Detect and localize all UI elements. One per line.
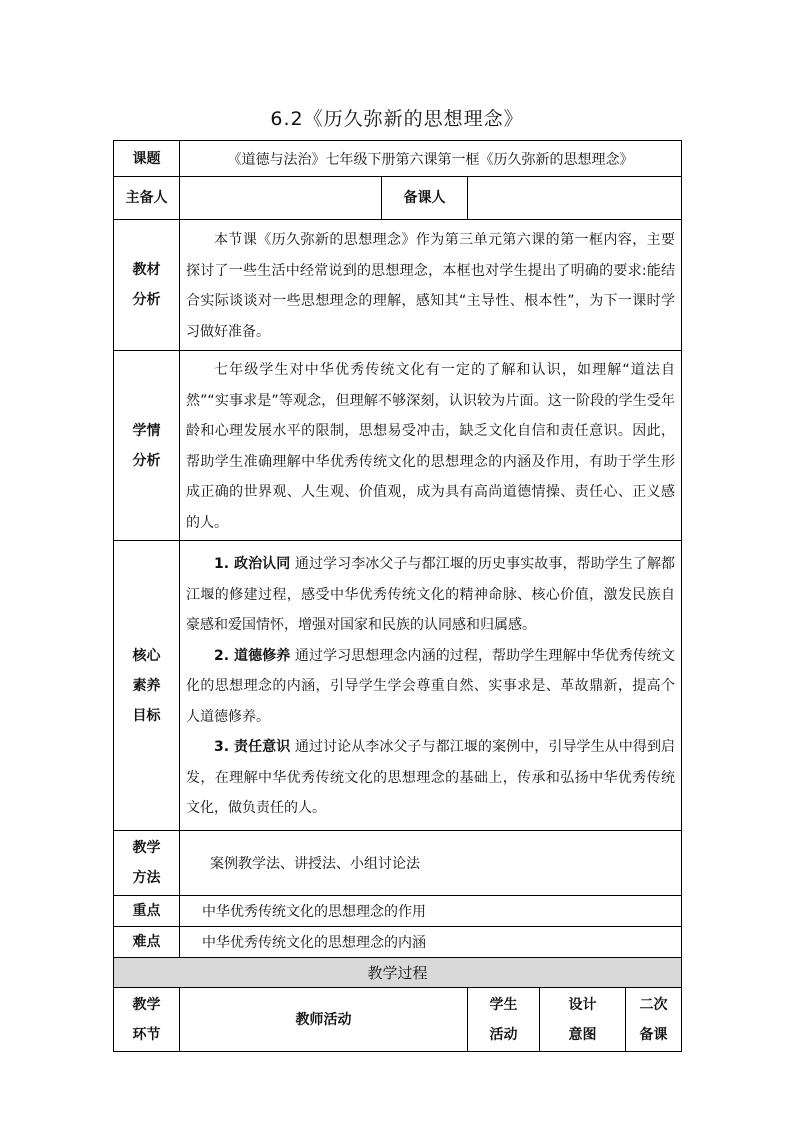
material-label bbox=[114, 220, 180, 351]
goals-row bbox=[114, 541, 682, 831]
learner-label-line2: 分析 bbox=[132, 452, 161, 469]
method-value: 案例教学法、讲授法、小组讨论法 bbox=[180, 831, 682, 896]
goals-label-line2: 素养 bbox=[132, 677, 161, 694]
learner-label bbox=[114, 351, 180, 541]
key-row bbox=[114, 896, 682, 927]
material-content bbox=[180, 220, 682, 351]
page-title: 6.2《历久弥新的思想理念》 bbox=[270, 108, 524, 130]
goal-heading: 3. 责任意识 bbox=[214, 739, 291, 756]
goals-label-line3: 目标 bbox=[132, 707, 161, 724]
process-row bbox=[114, 958, 682, 988]
student-activity-header-line2: 活动 bbox=[489, 1026, 518, 1043]
preparer-row bbox=[114, 177, 682, 220]
second-prep-header-line2: 备课 bbox=[639, 1026, 668, 1043]
learner-row bbox=[114, 351, 682, 541]
stage-header-line2: 环节 bbox=[132, 1026, 161, 1043]
stage-header-line1: 教学 bbox=[132, 996, 161, 1013]
student-activity-header-line1: 学生 bbox=[489, 996, 518, 1013]
learner-content bbox=[180, 351, 682, 541]
goal-heading: 1. 政治认同 bbox=[214, 556, 291, 573]
goal-item bbox=[186, 641, 675, 733]
goals-label bbox=[114, 541, 180, 831]
learner-label-line1: 学情 bbox=[132, 422, 161, 439]
material-row bbox=[114, 220, 682, 351]
lesson-plan-table bbox=[113, 140, 682, 1052]
difficulty-row bbox=[114, 927, 682, 958]
material-label-line1: 教材 bbox=[132, 262, 161, 278]
method-label-line2: 方法 bbox=[132, 870, 161, 886]
material-text: 本节课《历久弥新的思想理念》作为第三单元第六课的第一框内容，主要探讨了一些生活中经常说到的思想理念，本框也对学生提出了明确的要求:能结合实际谈谈对一些思想理念的理解，感知其“主导性、根本性”，为下一课时学习做好准备。 bbox=[186, 232, 676, 340]
goals-content bbox=[180, 541, 682, 831]
process-header-row bbox=[114, 988, 682, 1052]
goal-text: 通过讨论从李冰父子与都江堰的案例中，引导学生从中得到启发，在理解中华优秀传统文化的思想理念的基础上，传承和弘扬中华优秀传统文化，做负责任的人。 bbox=[186, 739, 676, 817]
key-label: 重点 bbox=[114, 896, 180, 927]
teacher-activity-header: 教师活动 bbox=[180, 988, 468, 1052]
method-label-line1: 教学 bbox=[132, 840, 161, 856]
goal-text: 通过学习思想理念内涵的过程，帮助学生理解中华优秀传统文化的思想理念的内涵，引导学生学会尊重自然、实事求是、革故鼎新，提高个人道德修养。 bbox=[186, 647, 676, 725]
design-intent-header bbox=[540, 988, 626, 1052]
design-intent-header-line2: 意图 bbox=[568, 1026, 597, 1043]
preparer-label: 主备人 bbox=[114, 177, 180, 220]
method-label bbox=[114, 831, 180, 896]
method-row bbox=[114, 831, 682, 896]
second-prep-header bbox=[626, 988, 682, 1052]
topic-label: 课题 bbox=[114, 141, 180, 177]
goals-label-line1: 核心 bbox=[132, 647, 161, 664]
topic-row bbox=[114, 141, 682, 177]
design-intent-header-line1: 设计 bbox=[568, 996, 597, 1013]
student-activity-header bbox=[468, 988, 540, 1052]
goal-text: 通过学习李冰父子与都江堰的历史事实故事，帮助学生了解都江堰的修建过程，感受中华优秀传统文化的精神命脉、核心价值，激发民族自豪感和爱国情怀，增强对国家和民族的认同感和归属感。 bbox=[186, 556, 676, 634]
material-label-line2: 分析 bbox=[132, 292, 161, 308]
difficulty-value: 中华优秀传统文化的思想理念的内涵 bbox=[180, 927, 682, 958]
goal-item bbox=[186, 549, 675, 641]
key-value: 中华优秀传统文化的思想理念的作用 bbox=[180, 896, 682, 927]
process-heading: 教学过程 bbox=[114, 958, 682, 988]
topic-value: 《道德与法治》七年级下册第六课第一框《历久弥新的思想理念》 bbox=[180, 141, 682, 177]
goal-item bbox=[186, 732, 675, 824]
difficulty-label: 难点 bbox=[114, 927, 180, 958]
co-preparer-label: 备课人 bbox=[382, 177, 468, 220]
learner-text: 七年级学生对中华优秀传统文化有一定的了解和认识，如理解“道法自然”“实事求是”等观念，但理解不够深刻，认识较为片面。这一阶段的学生受年龄和心理发展水平的限制，思想易受冲击，缺乏文化自信和责任意识。因此，帮助学生准确理解中华优秀传统文化的思想理念的内涵及作用，有助于学生形成正确的世界观、人生观、价值观，成为具有高尚道德情操、责任心、正义感的人。 bbox=[186, 362, 676, 531]
co-preparer-value bbox=[468, 177, 682, 220]
preparer-value bbox=[180, 177, 382, 220]
second-prep-header-line1: 二次 bbox=[639, 996, 668, 1013]
stage-header bbox=[114, 988, 180, 1052]
goal-heading: 2. 道德修养 bbox=[214, 647, 291, 664]
